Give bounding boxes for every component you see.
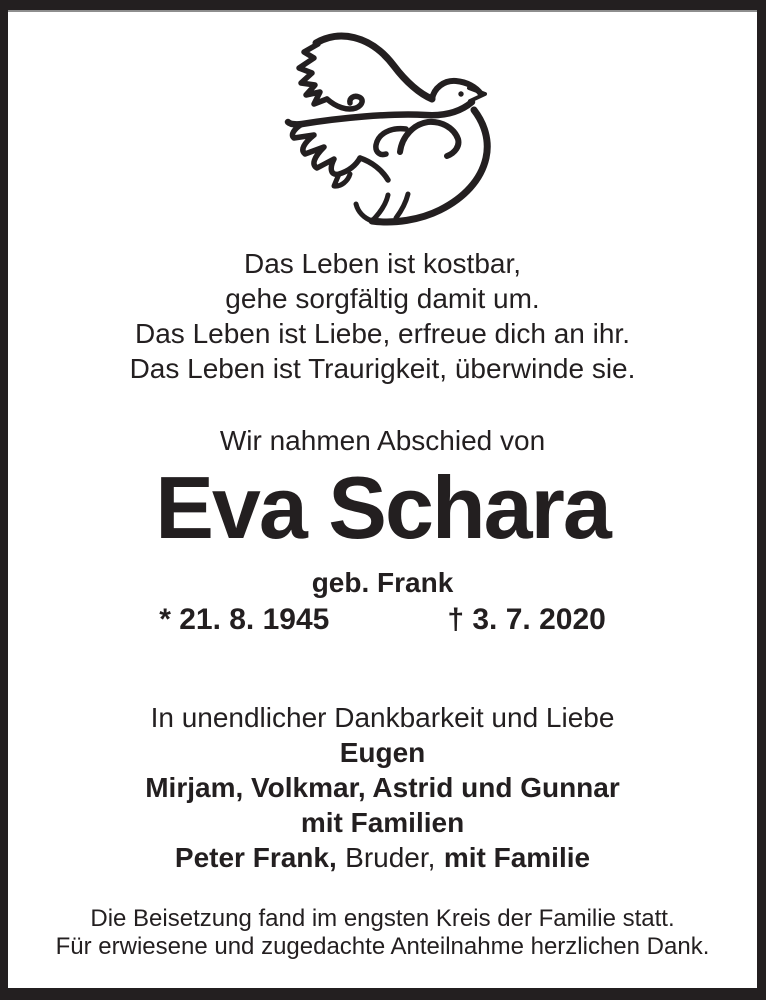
deceased-name: Eva Schara xyxy=(155,458,610,557)
mourner-line: mit Familien xyxy=(300,807,465,838)
life-dates xyxy=(8,603,757,637)
mourner-relation: Bruder, xyxy=(345,842,436,873)
birth-date: * 21. 8. 1945 xyxy=(159,603,330,636)
frame-hairline xyxy=(8,10,757,12)
dove-icon xyxy=(284,28,506,233)
obituary-notice xyxy=(8,28,757,1006)
farewell-intro: Wir nahmen Abschied von xyxy=(219,425,546,456)
mourners-intro: In unendlicher Dankbarkeit und Liebe xyxy=(150,702,615,733)
poem-line: Das Leben ist kostbar, xyxy=(243,248,522,279)
poem-line: Das Leben ist Traurigkeit, überwinde sie. xyxy=(129,353,636,384)
poem-line: gehe sorgfältig damit um. xyxy=(225,283,540,314)
dove-wrap xyxy=(8,28,757,233)
mourner-family-suffix: mit Familie xyxy=(443,842,591,873)
mourners xyxy=(8,700,757,875)
footer-line: Für erwiesene und zugedachte Anteilnahme herzlichen Dank. xyxy=(55,933,710,960)
poem xyxy=(8,246,757,386)
mourner-name: Peter Frank, xyxy=(174,842,337,873)
poem-line: Das Leben ist Liebe, erfreue dich an ihr. xyxy=(135,318,630,349)
footer-line: Die Beisetzung fand im engsten Kreis der Familie statt. xyxy=(90,905,675,932)
mourner-line: Eugen xyxy=(339,737,426,768)
mourner-line: Mirjam, Volkmar, Astrid und Gunnar xyxy=(145,772,620,803)
maiden-name: geb. Frank xyxy=(311,567,454,598)
mourner-mixed-line xyxy=(8,840,757,875)
death-date: † 3. 7. 2020 xyxy=(447,603,606,636)
closing-note xyxy=(8,905,757,961)
